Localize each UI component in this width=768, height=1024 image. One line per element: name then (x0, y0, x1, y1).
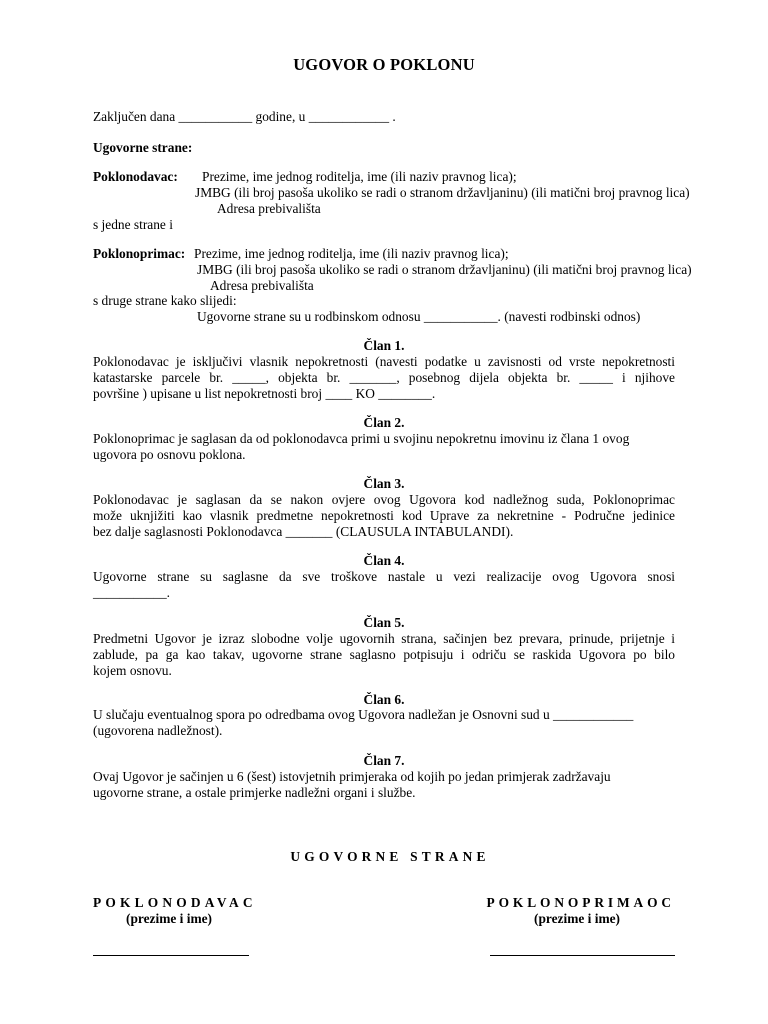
article-7-line: ugovorne strane, a ostale primjerke nadležni organi i službe. (93, 785, 416, 800)
signatures-heading: UGOVORNE STRANE (290, 849, 490, 864)
article-7-heading: Član 7. (363, 753, 405, 768)
article-5-line: Predmetni Ugovor je izraz slobodne volje ugovornih strana, sačinjen bez prevara, prinude, prijetnje i (93, 631, 675, 646)
article-3-line: može uknjižiti kao vlasnik predmetne nepokretnosti kod Uprave za nekretnine - Područne jedinice (93, 508, 675, 523)
article-5-heading: Član 5. (363, 615, 405, 630)
article-6-text (93, 707, 675, 739)
article-3-line: Poklonodavac je saglasan da se nakon ovjere ovog Ugovora kod nadležnog suda, Poklonoprimac (93, 492, 675, 507)
article-3-line: bez dalje saglasnosti Poklonodavca _______ (CLAUSULA INTABULANDI). (93, 524, 514, 539)
article-6-heading: Član 6. (363, 692, 405, 707)
donor-signature-line (93, 955, 249, 956)
article-6-line: (ugovorena nadležnost). (93, 723, 223, 738)
donor-label: Poklonodavac: (93, 169, 178, 184)
recipient-line-1: Prezime, ime jednog roditelja, ime (ili naziv pravnog lica); (194, 246, 509, 261)
recipient-label: Poklonoprimac: (93, 246, 186, 261)
parties-heading: Ugovorne strane: (93, 140, 193, 155)
article-4-line: ___________. (93, 585, 170, 600)
relation-line: Ugovorne strane su u rodbinskom odnosu ___________. (navesti rodbinski odnos) (197, 309, 641, 324)
article-3-heading: Član 3. (363, 476, 405, 491)
document-title: UGOVOR O POKLONU (293, 55, 475, 74)
recipient-signature-sublabel: (prezime i ime) (534, 911, 621, 926)
donor-signature-sublabel: (prezime i ime) (126, 911, 213, 926)
article-1-heading: Član 1. (363, 338, 405, 353)
recipient-line-3: Adresa prebivališta (210, 278, 314, 293)
recipient-closing: s druge strane kako slijedi: (93, 293, 237, 308)
article-3-text (93, 492, 675, 540)
article-5-text (93, 631, 675, 679)
article-2-heading: Član 2. (363, 415, 405, 430)
article-5-line: zablude, pa ga kao takav, ugovorne strane saglasno potpisuju i odriču se raskida Ugovora po bilo (93, 647, 675, 662)
article-4-heading: Član 4. (363, 553, 405, 568)
recipient-signature-label: POKLONOPRIMAOC (486, 895, 675, 910)
article-5-line: kojem osnovu. (93, 663, 172, 678)
donor-closing: s jedne strane i (93, 217, 173, 232)
article-4-line: Ugovorne strane su saglasne da sve troškove nastale u vezi realizacije ovog Ugovora snosi (93, 569, 675, 584)
article-1-line: katastarske parcele br. _____, objekta br. _______, posebnog dijela objekta br. _____ i njihove (93, 370, 675, 385)
intro-line: Zaključen dana ___________ godine, u ____________ . (93, 109, 396, 124)
article-7-text (93, 769, 675, 801)
article-7-line: Ovaj Ugovor je sačinjen u 6 (šest) istovjetnih primjeraka od kojih po jedan primjerak zadržavaju (93, 769, 611, 784)
donor-signature-label: POKLONODAVAC (93, 895, 257, 910)
donor-line-3: Adresa prebivališta (217, 201, 321, 216)
article-1-line: Poklonodavac je isključivi vlasnik nepokretnosti (navesti podatke u zavisnosti od vrste nepokretnosti (93, 354, 675, 369)
article-6-line: U slučaju eventualnog spora po odredbama ovog Ugovora nadležan je Osnovni sud u ____________ (93, 707, 634, 722)
article-2-line: Poklonoprimac je saglasan da od poklonodavca primi u svojinu nepokretnu imovinu iz člana 1 ovog (93, 431, 630, 446)
donor-line-2: JMBG (ili broj pasoša ukoliko se radi o stranom državljaninu) (ili matični broj pravnog lica) (195, 185, 690, 200)
recipient-signature-line (490, 955, 675, 956)
article-2-text (93, 431, 675, 463)
article-1-line: površine ) upisane u list nepokretnosti broj ____ KO ________. (93, 386, 436, 401)
article-2-line: ugovora po osnovu poklona. (93, 447, 246, 462)
recipient-line-2: JMBG (ili broj pasoša ukoliko se radi o stranom državljaninu) (ili matični broj pravnog lica) (197, 262, 692, 277)
article-1-text (93, 354, 675, 402)
article-4-text (93, 569, 675, 601)
donor-line-1: Prezime, ime jednog roditelja, ime (ili naziv pravnog lica); (202, 169, 517, 184)
